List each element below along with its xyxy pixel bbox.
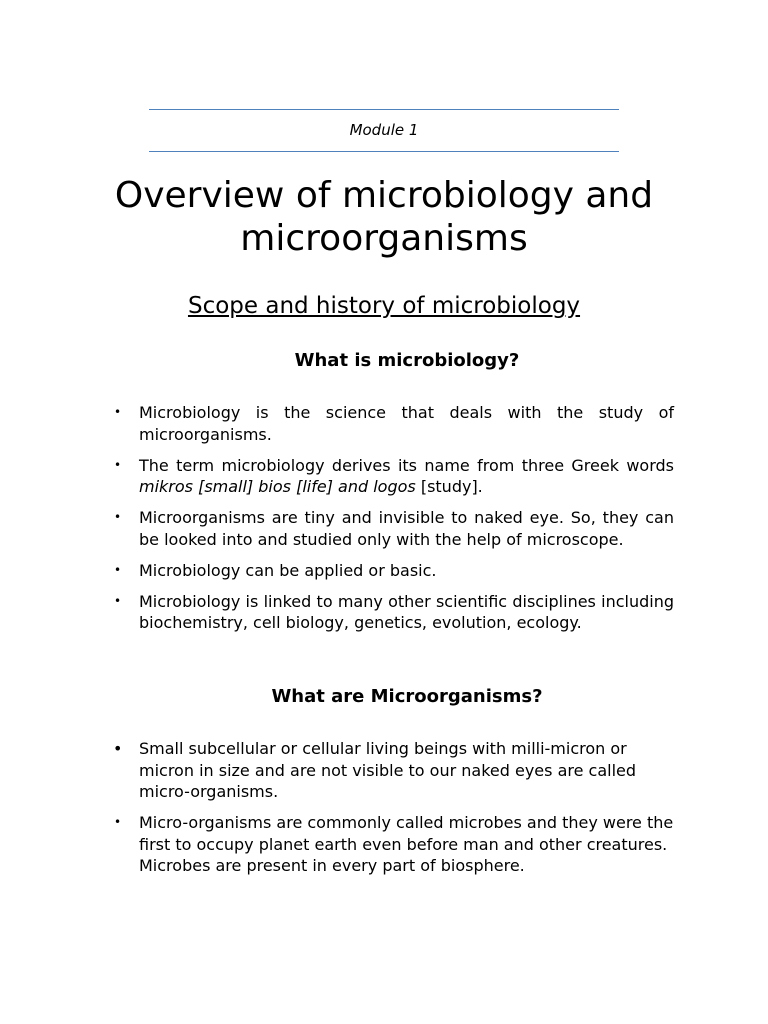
list-item <box>110 455 674 498</box>
section-heading-what-is-microbiology: What is microbiology? <box>294 350 520 371</box>
microbiology-bullet-list <box>110 402 674 643</box>
list-item-text: Microbiology is the science that deals with the study of microorganisms. <box>139 403 674 444</box>
list-item-text: Microorganisms are tiny and invisible to naked eye. So, they can be looked into and studied only with the help of microscope. <box>139 508 674 549</box>
list-item-text: Microbiology is linked to many other scientific disciplines including biochemistry, cell biology, genetics, evolution, ecology. <box>139 591 674 632</box>
list-item <box>110 738 674 803</box>
list-item-text: Micro-organisms are commonly called microbes and they were the first to occupy planet earth even before man and other creatures. Microbes are present in every part of biosphere. <box>139 813 674 875</box>
module-header-bottom-rule <box>149 151 619 152</box>
list-item <box>110 402 674 445</box>
module-label: Module 1 <box>349 121 419 139</box>
list-item-text-end: [study]. <box>415 477 483 496</box>
list-item-text-start: The term microbiology derives its name from three Greek words <box>139 455 674 475</box>
bullet-icon: • <box>114 562 122 577</box>
bullet-icon: • <box>114 593 122 608</box>
list-item <box>110 591 674 634</box>
bullet-icon: • <box>114 457 122 472</box>
list-item-text: Microbiology can be applied or basic. <box>139 560 437 580</box>
microorganisms-bullet-list <box>110 738 674 886</box>
greek-terms-italic: mikros [small] bios [life] and logos <box>139 477 416 496</box>
bullet-icon: • <box>114 405 122 419</box>
bullet-icon: • <box>114 510 122 524</box>
list-item-text: Small subcellular or cellular living beings with milli-micron or micron in size and are not visible to our naked eyes are called micro-organisms. <box>139 739 637 801</box>
list-item <box>110 507 674 550</box>
document-subtitle: Scope and history of microbiology <box>187 293 581 319</box>
module-header-top-rule <box>149 109 619 110</box>
list-item <box>110 812 674 877</box>
section-heading-what-are-microorganisms: What are Microorganisms? <box>271 686 543 707</box>
bullet-icon: • <box>113 739 123 758</box>
bullet-icon: • <box>114 815 122 829</box>
document-title: Overview of microbiology and microorganisms <box>114 175 654 259</box>
list-item <box>110 560 674 582</box>
